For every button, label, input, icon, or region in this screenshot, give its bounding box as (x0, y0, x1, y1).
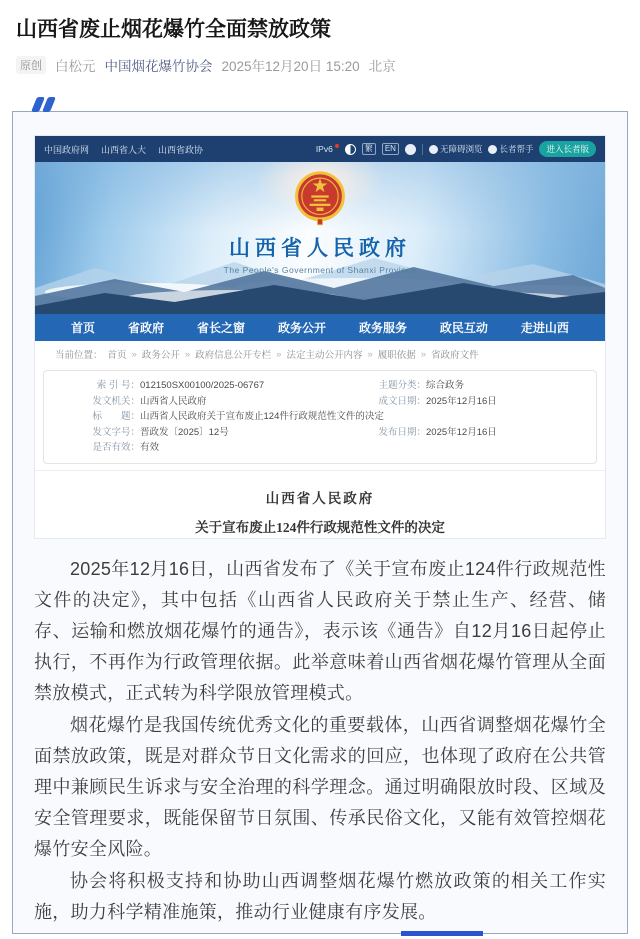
nav-gov-services[interactable]: 政务服务 (358, 321, 407, 335)
breadcrumb-statutory-content[interactable]: 法定主动公开内容 (286, 350, 363, 361)
topic-category: 综合政务 (426, 380, 465, 391)
byline (0, 44, 640, 75)
breadcrumb-provincial-documents[interactable]: 省政府文件 (431, 350, 479, 361)
ipv6-dot-icon (335, 144, 339, 148)
ipv6-label: IPv6 (315, 144, 333, 154)
meta-row: 发文字号： 晋政发〔2025〕12号 发布日期： 2025年12月16日 (44, 425, 596, 441)
breadcrumb-duty-basis[interactable]: 履职依据 (377, 350, 416, 361)
breadcrumb: 当前位置： 首页 » 政务公开 » 政府信息公开专栏 » 法定主动公开内容 » 履职依据 » 省政府文件 (35, 341, 605, 367)
author-name: 白松元 (55, 59, 96, 74)
breadcrumb-info-column[interactable]: 政府信息公开专栏 (195, 350, 272, 361)
accent-bar (401, 931, 483, 936)
site-nav (35, 314, 605, 341)
paragraph: 烟花爆竹是我国传统优秀文化的重要载体，山西省调整烟花爆竹全面禁放政策，既是对群众节日文化需求的回应，也体现了政府在公共管理中兼顾民生诉求与安全治理的科学理念。通过明确限放时段、区域及安全管理要求，既能保留节日氛围、传承民俗文化，又能有效管控烟花爆竹安全风险。 (34, 715, 606, 859)
site-banner (35, 162, 605, 314)
nav-provincial-gov[interactable]: 省政府 (127, 321, 164, 335)
nav-gov-affairs-disclosure[interactable]: 政务公开 (277, 321, 326, 335)
meta-row: 发文机关： 山西省人民政府 成文日期： 2025年12月16日 (44, 394, 596, 410)
document-title: 山西省人民政府关于宣布废止124件行政规范性文件的决定 (140, 411, 384, 422)
site-subtitle: The People's Government of Shanxi Province (223, 265, 417, 275)
document-number: 晋政发〔2025〕12号 (140, 426, 229, 438)
breadcrumb-home[interactable]: 首页 (107, 350, 127, 361)
article-body (34, 554, 606, 928)
elder-helper-button[interactable]: 长者帮手 (488, 143, 533, 155)
site-topbar (35, 136, 605, 162)
paragraph: 协会将积极支持和协助山西调整烟花爆竹燃放政策的相关工作实施，助力科学精准施策，推动行业健康有序发展。 (34, 871, 606, 922)
written-date: 2025年12月16日 (426, 395, 497, 407)
nav-public-interaction[interactable]: 政民互动 (439, 321, 488, 335)
paragraph: 2025年12月16日，山西省发布了《关于宣布废止124件行政规范性文件的决定》，其中包括《山西省人民政府关于禁止生产、经营、储存、运输和燃放烟花爆竹的通告》，表示该《通告》自12月16日起停止执行，不再作为行政管理依据。此举意味着山西省烟花爆竹管理从全面禁放模式，正式转为科学限放管理模式。 (34, 559, 606, 703)
info-icon (488, 145, 497, 154)
meta-row: 标 题： 山西省人民政府关于宣布废止124件行政规范性文件的决定 (44, 409, 596, 425)
quote-frame (12, 111, 628, 934)
ipv6-badge (316, 144, 339, 154)
site-title: 山西省人民政府 (229, 237, 411, 260)
document-heading: 关于宣布废止124件行政规范性文件的决定 (195, 519, 445, 535)
publish-date: 2025年12月16日 (426, 426, 497, 438)
document-org: 山西省人民政府 (265, 490, 375, 506)
publish-location: 北京 (368, 59, 396, 74)
speaker-icon (429, 145, 438, 154)
lang-traditional-button[interactable]: 繁 (362, 143, 376, 155)
meta-row: 是否有效： 有效 (44, 440, 596, 456)
document-meta (43, 370, 597, 464)
accessibility-button[interactable]: 无障碍浏览 (429, 143, 483, 155)
quote-icon (34, 97, 53, 112)
validity-status: 有效 (140, 442, 160, 453)
topbar-link-cppcc[interactable]: 山西省政协 (158, 144, 204, 155)
national-emblem-icon (294, 170, 346, 226)
topbar-divider (422, 144, 423, 155)
gov-website-screenshot (34, 135, 606, 539)
topbar-link-gov-cn[interactable]: 中国政府网 (44, 144, 90, 155)
user-icon[interactable] (405, 144, 416, 155)
meta-row: 索 引 号： 012150SX00100/2025-06767 主题分类： 综合政务 (44, 378, 596, 394)
quote-block (12, 111, 628, 934)
publish-datetime: 2025年12月20日 15:20 (221, 59, 360, 74)
page-title: 山西省废止烟花爆竹全面禁放政策 (16, 18, 331, 41)
nav-into-shanxi[interactable]: 走进山西 (520, 321, 569, 335)
issuing-agency: 山西省人民政府 (140, 395, 207, 407)
contrast-icon[interactable] (345, 144, 356, 155)
topbar-link-people-congress[interactable]: 山西省人大 (101, 144, 147, 155)
nav-governor-window[interactable]: 省长之窗 (196, 321, 245, 335)
account-link[interactable]: 中国烟花爆竹协会 (104, 59, 213, 74)
index-number: 012150SX00100/2025-06767 (140, 380, 265, 391)
original-tag: 原创 (16, 56, 46, 74)
document-preview (35, 470, 605, 540)
lang-english-button[interactable]: EN (382, 143, 399, 155)
elder-mode-button[interactable]: 进入长者版 (539, 141, 596, 157)
breadcrumb-label: 当前位置： (55, 350, 103, 361)
topbar-tools (316, 141, 596, 157)
topbar-links (44, 143, 203, 156)
nav-home[interactable]: 首页 (71, 321, 96, 335)
breadcrumb-disclosure[interactable]: 政务公开 (141, 350, 180, 361)
